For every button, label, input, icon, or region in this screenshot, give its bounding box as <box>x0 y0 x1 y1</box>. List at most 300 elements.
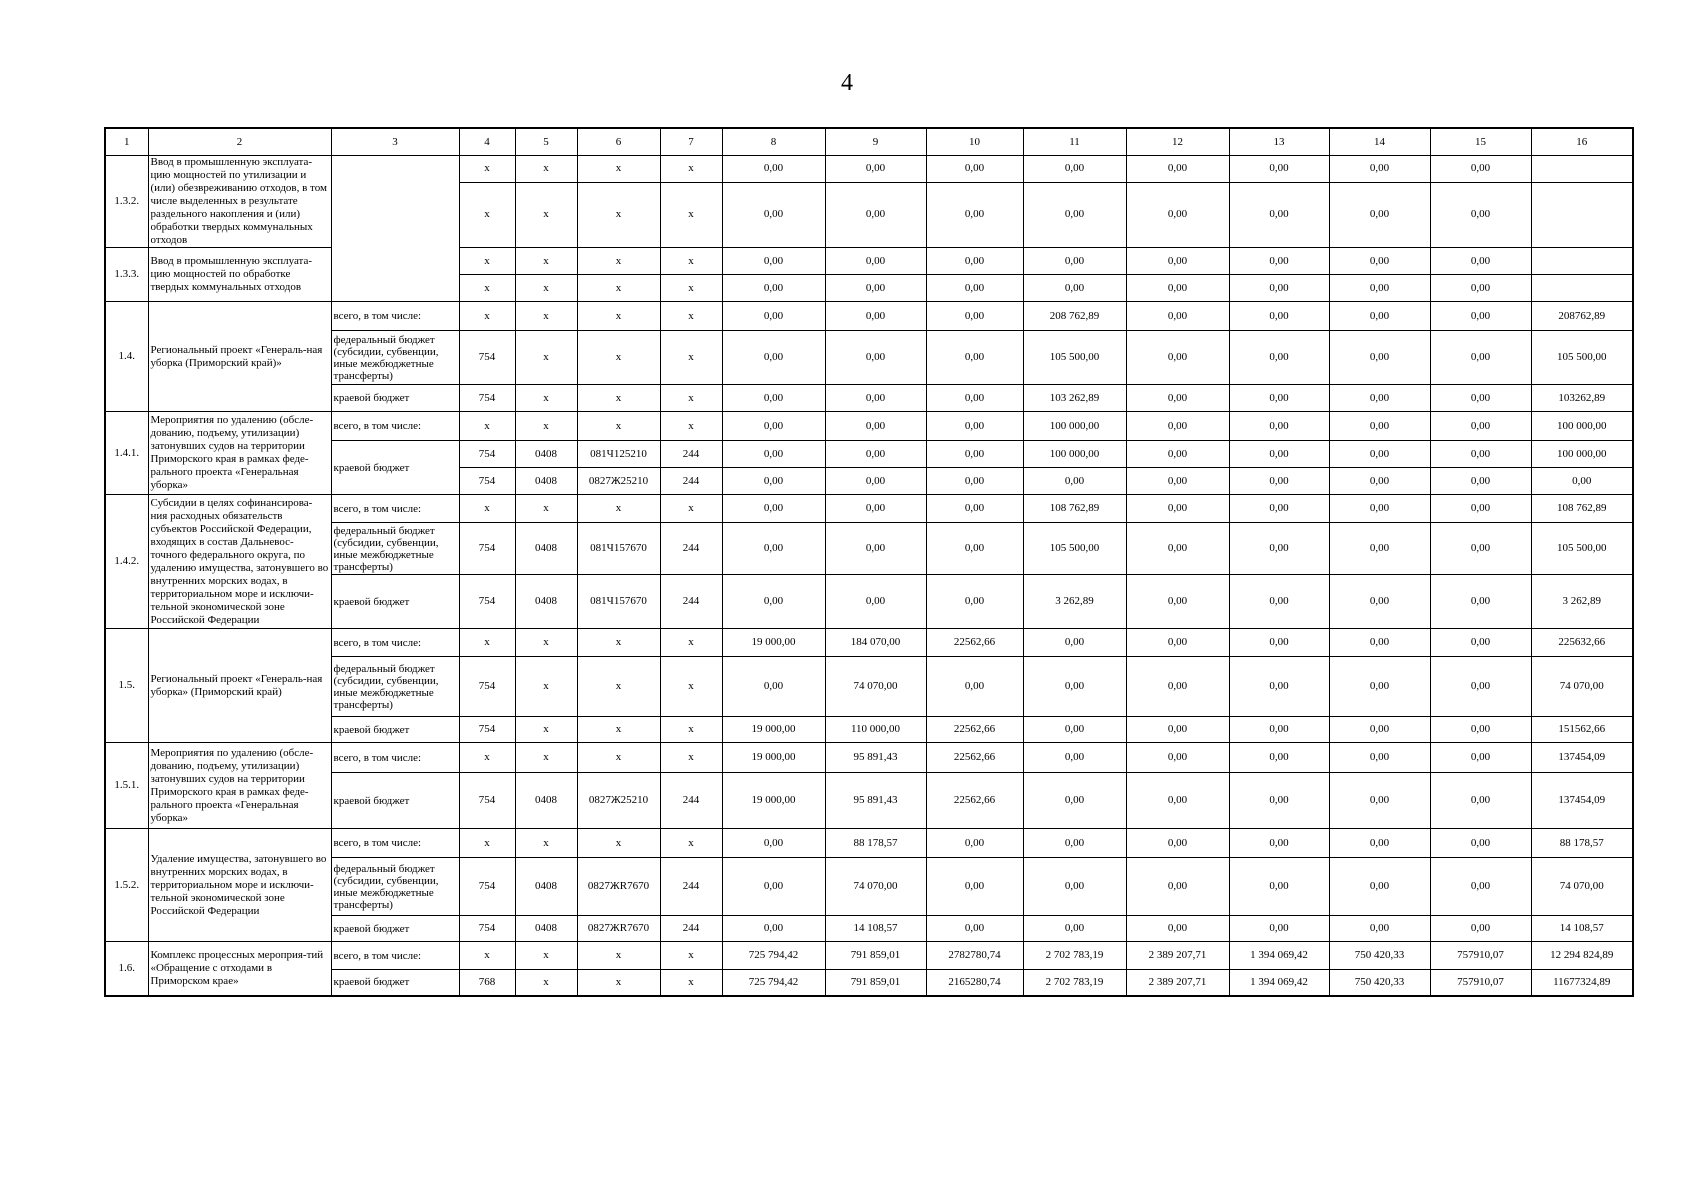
table-cell: 0,00 <box>722 275 825 302</box>
table-cell: 754 <box>459 773 515 829</box>
table-cell: x <box>577 156 660 183</box>
table-cell: 0,00 <box>1229 717 1329 743</box>
table-cell: 757910,07 <box>1430 970 1531 996</box>
table-cell: 0827Ж25210 <box>577 468 660 495</box>
funding-source: всего, в том числе: <box>331 942 459 970</box>
table-cell: 137454,09 <box>1531 773 1633 829</box>
table-cell: 0,00 <box>825 248 926 275</box>
table-row <box>105 575 1633 629</box>
page-number: 4 <box>841 70 853 96</box>
table-cell: 11677324,89 <box>1531 970 1633 996</box>
table-cell: 0,00 <box>1229 275 1329 302</box>
table-cell: x <box>577 495 660 523</box>
table-cell: 0,00 <box>1329 858 1430 916</box>
table-cell: 0,00 <box>825 468 926 495</box>
table-cell: 0,00 <box>926 385 1023 412</box>
table-cell: 0,00 <box>1229 575 1329 629</box>
table-cell: 0,00 <box>722 385 825 412</box>
table-cell: x <box>660 657 722 717</box>
table-cell: x <box>515 248 577 275</box>
row-name: Региональный проект «Генераль-ная уборка (Приморский край)» <box>148 302 331 412</box>
table-cell: 0,00 <box>1430 468 1531 495</box>
table-cell: 0,00 <box>722 248 825 275</box>
table-cell: 0,00 <box>1229 743 1329 773</box>
table-cell: 0,00 <box>1023 248 1126 275</box>
table-cell: 0,00 <box>1229 523 1329 575</box>
table-cell: x <box>660 942 722 970</box>
table-cell: x <box>459 743 515 773</box>
table-cell: 0,00 <box>1229 858 1329 916</box>
table-cell: 0,00 <box>1329 412 1430 441</box>
table-cell: 0,00 <box>926 156 1023 183</box>
table-row <box>105 916 1633 942</box>
table-cell: 208 762,89 <box>1023 302 1126 331</box>
table-cell: 100 000,00 <box>1023 412 1126 441</box>
table-cell: 0,00 <box>722 858 825 916</box>
table-cell: 754 <box>459 717 515 743</box>
funding-source: краевой бюджет <box>331 575 459 629</box>
table-cell: 0,00 <box>1430 629 1531 657</box>
table-cell: x <box>577 829 660 858</box>
table-cell: 0,00 <box>1229 412 1329 441</box>
table-cell: 0,00 <box>825 575 926 629</box>
table-row <box>105 629 1633 657</box>
funding-source: федеральный бюджет (субсидии, субвенции, иные межбюджетные трансферты) <box>331 523 459 575</box>
table-cell: x <box>577 657 660 717</box>
table-cell: 0,00 <box>1126 743 1229 773</box>
table-cell: 0,00 <box>722 441 825 468</box>
table-cell: 208762,89 <box>1531 302 1633 331</box>
table-cell: 14 108,57 <box>1531 916 1633 942</box>
table-cell: 0,00 <box>1023 657 1126 717</box>
table-cell: 0,00 <box>1023 156 1126 183</box>
row-code: 1.5.1. <box>105 743 148 829</box>
table-row <box>105 717 1633 743</box>
table-cell: 225632,66 <box>1531 629 1633 657</box>
table-cell: 74 070,00 <box>1531 657 1633 717</box>
table-cell: x <box>515 331 577 385</box>
table-cell: x <box>577 717 660 743</box>
table-cell: x <box>515 657 577 717</box>
table-cell: 0,00 <box>1126 412 1229 441</box>
table-cell: 0827Ж25210 <box>577 773 660 829</box>
table-cell: x <box>459 302 515 331</box>
table-cell: x <box>515 970 577 996</box>
table-cell: 22562,66 <box>926 743 1023 773</box>
table-cell: x <box>515 829 577 858</box>
table-cell: 0,00 <box>1229 156 1329 183</box>
table-row <box>105 302 1633 331</box>
table-cell: 0408 <box>515 916 577 942</box>
funding-source: краевой бюджет <box>331 717 459 743</box>
table-row <box>105 385 1633 412</box>
table-cell: x <box>577 385 660 412</box>
table-cell: 105 500,00 <box>1531 331 1633 385</box>
table-cell: 0,00 <box>825 412 926 441</box>
table-cell: x <box>660 743 722 773</box>
table-cell: 14 108,57 <box>825 916 926 942</box>
table-cell: 0,00 <box>1229 495 1329 523</box>
table-cell <box>1531 156 1633 183</box>
row-code: 1.3.3. <box>105 248 148 302</box>
header-cell: 7 <box>660 128 722 156</box>
table-cell: 754 <box>459 575 515 629</box>
table-cell: 0,00 <box>1229 441 1329 468</box>
table-cell: 0,00 <box>1229 331 1329 385</box>
table-cell: x <box>577 629 660 657</box>
table-cell: 754 <box>459 523 515 575</box>
funding-source: краевой бюджет <box>331 385 459 412</box>
table-cell: 244 <box>660 468 722 495</box>
table-row <box>105 441 1633 468</box>
table-cell: 0,00 <box>1329 385 1430 412</box>
table-cell: 754 <box>459 385 515 412</box>
table-cell: 0,00 <box>722 829 825 858</box>
table-cell: x <box>660 717 722 743</box>
table-cell: x <box>660 829 722 858</box>
header-cell: 12 <box>1126 128 1229 156</box>
table-cell: 0,00 <box>722 916 825 942</box>
table-cell: 0,00 <box>1329 331 1430 385</box>
table-cell: 0,00 <box>1126 916 1229 942</box>
table-cell: 0,00 <box>1329 156 1430 183</box>
table-row <box>105 858 1633 916</box>
table-cell: 0,00 <box>1329 468 1430 495</box>
table-cell: 2 702 783,19 <box>1023 942 1126 970</box>
table-cell: 0,00 <box>1329 523 1430 575</box>
table-cell: x <box>660 412 722 441</box>
table-cell: 151562,66 <box>1531 717 1633 743</box>
table-cell: 244 <box>660 575 722 629</box>
table-cell: 103 262,89 <box>1023 385 1126 412</box>
table-cell: 0,00 <box>1023 829 1126 858</box>
table-cell: 88 178,57 <box>825 829 926 858</box>
table-cell: 081Ч125210 <box>577 441 660 468</box>
table-cell: 0,00 <box>926 331 1023 385</box>
header-cell: 2 <box>148 128 331 156</box>
table-cell: 0,00 <box>1430 441 1531 468</box>
table-cell: x <box>577 743 660 773</box>
row-code: 1.4.2. <box>105 495 148 629</box>
table-cell: 791 859,01 <box>825 970 926 996</box>
table-cell: 0,00 <box>1229 829 1329 858</box>
table-cell: 0,00 <box>1430 302 1531 331</box>
table-row <box>105 657 1633 717</box>
table-cell: x <box>577 182 660 247</box>
table-cell <box>1531 275 1633 302</box>
table-cell: 0,00 <box>926 468 1023 495</box>
table-cell: 19 000,00 <box>722 629 825 657</box>
header-cell: 13 <box>1229 128 1329 156</box>
table-cell: x <box>459 942 515 970</box>
table-cell: 105 500,00 <box>1023 523 1126 575</box>
table-cell: 768 <box>459 970 515 996</box>
header-cell: 4 <box>459 128 515 156</box>
table-cell: 0,00 <box>722 468 825 495</box>
table-cell: x <box>515 302 577 331</box>
table-row <box>105 942 1633 970</box>
table-cell: 0,00 <box>1023 275 1126 302</box>
table-cell: x <box>515 743 577 773</box>
table-cell: 0,00 <box>926 657 1023 717</box>
table-cell: 244 <box>660 916 722 942</box>
table-cell: x <box>459 156 515 183</box>
table-cell: 754 <box>459 657 515 717</box>
funding-source: краевой бюджет <box>331 970 459 996</box>
funding-source: всего, в том числе: <box>331 495 459 523</box>
table-cell: 0,00 <box>825 495 926 523</box>
table-cell: 2165280,74 <box>926 970 1023 996</box>
table-cell: 0827ЖR7670 <box>577 858 660 916</box>
table-cell: 103262,89 <box>1531 385 1633 412</box>
table-body <box>105 128 1633 996</box>
table-cell: 0,00 <box>926 302 1023 331</box>
table-cell: 0,00 <box>825 182 926 247</box>
table-cell: 0,00 <box>926 829 1023 858</box>
table-row <box>105 412 1633 441</box>
table-cell: 081Ч157670 <box>577 523 660 575</box>
table-cell: 22562,66 <box>926 773 1023 829</box>
table-cell: 105 500,00 <box>1023 331 1126 385</box>
table-cell: 0,00 <box>722 523 825 575</box>
table-row <box>105 523 1633 575</box>
table-cell: x <box>515 385 577 412</box>
header-cell: 14 <box>1329 128 1430 156</box>
table-cell: 0,00 <box>1430 275 1531 302</box>
table-cell: 0,00 <box>1126 858 1229 916</box>
table-cell: 0,00 <box>825 275 926 302</box>
table-cell: 0,00 <box>1126 331 1229 385</box>
table-cell: 0,00 <box>1329 495 1430 523</box>
row-code: 1.4.1. <box>105 412 148 495</box>
table-cell: 0,00 <box>825 331 926 385</box>
table-cell: 95 891,43 <box>825 743 926 773</box>
table-cell: 0,00 <box>926 858 1023 916</box>
header-cell: 10 <box>926 128 1023 156</box>
table-cell: 0,00 <box>825 156 926 183</box>
table-cell: 0,00 <box>1126 468 1229 495</box>
table-cell: 0,00 <box>926 916 1023 942</box>
table-cell: 0,00 <box>1329 629 1430 657</box>
table-cell: x <box>577 412 660 441</box>
table-cell: x <box>515 629 577 657</box>
row-name: Комплекс процессных мероприя-тий «Обращение с отходами в Приморском крае» <box>148 942 331 996</box>
table-cell: 3 262,89 <box>1531 575 1633 629</box>
table-cell: 0,00 <box>722 182 825 247</box>
table-cell: x <box>515 182 577 247</box>
table-cell: 0,00 <box>1329 743 1430 773</box>
table-cell: 750 420,33 <box>1329 942 1430 970</box>
table-cell: 725 794,42 <box>722 942 825 970</box>
funding-source: федеральный бюджет (субсидии, субвенции, иные межбюджетные трансферты) <box>331 657 459 717</box>
table-cell: 0408 <box>515 773 577 829</box>
header-cell: 16 <box>1531 128 1633 156</box>
table-cell: 0,00 <box>722 495 825 523</box>
table-cell: 3 262,89 <box>1023 575 1126 629</box>
row-name: Удаление имущества, затонувшего во внутренних морских водах, в территориальном море и исключи-тельной экономической зоне Российской Федерации <box>148 829 331 942</box>
table-cell: x <box>459 829 515 858</box>
funding-source: всего, в том числе: <box>331 629 459 657</box>
table-cell: 19 000,00 <box>722 743 825 773</box>
table-cell: 74 070,00 <box>1531 858 1633 916</box>
table-cell: x <box>660 275 722 302</box>
table-row <box>105 773 1633 829</box>
table-cell: 0,00 <box>1430 523 1531 575</box>
table-cell: 0,00 <box>825 385 926 412</box>
table-cell: 100 000,00 <box>1023 441 1126 468</box>
table-cell <box>1531 248 1633 275</box>
table-cell: 0,00 <box>1430 495 1531 523</box>
row-code: 1.6. <box>105 942 148 996</box>
table-cell: x <box>577 331 660 385</box>
table-cell: 0,00 <box>1329 302 1430 331</box>
table-cell: 0,00 <box>926 182 1023 247</box>
table-cell: 0,00 <box>926 495 1023 523</box>
table-cell: 0,00 <box>1430 717 1531 743</box>
table-cell: 0,00 <box>1229 182 1329 247</box>
table-cell: 2782780,74 <box>926 942 1023 970</box>
table-cell: 0,00 <box>1126 302 1229 331</box>
table-cell: x <box>660 182 722 247</box>
table-cell: 0,00 <box>1126 385 1229 412</box>
table-cell: 0,00 <box>1430 331 1531 385</box>
table-cell: 74 070,00 <box>825 858 926 916</box>
table-cell: 757910,07 <box>1430 942 1531 970</box>
table-cell: 137454,09 <box>1531 743 1633 773</box>
table-cell: 0,00 <box>1430 773 1531 829</box>
table-cell: 105 500,00 <box>1531 523 1633 575</box>
table-cell: x <box>459 412 515 441</box>
table-cell: 0,00 <box>1229 916 1329 942</box>
table-cell: 0,00 <box>1126 575 1229 629</box>
table-cell: 244 <box>660 773 722 829</box>
table-cell: 2 389 207,71 <box>1126 970 1229 996</box>
table-row <box>105 495 1633 523</box>
table-cell: 0,00 <box>1023 916 1126 942</box>
table-cell: 2 389 207,71 <box>1126 942 1229 970</box>
table-cell: 754 <box>459 916 515 942</box>
table-header-row <box>105 128 1633 156</box>
table-cell: 0408 <box>515 441 577 468</box>
table-cell: 0,00 <box>722 412 825 441</box>
table-cell: 0,00 <box>1126 495 1229 523</box>
table-cell: x <box>577 275 660 302</box>
table-cell: 0,00 <box>1329 182 1430 247</box>
table-cell: 725 794,42 <box>722 970 825 996</box>
row-name: Ввод в промышленную эксплуата-цию мощностей по обработке твердых коммунальных отходов <box>148 248 331 302</box>
table-cell: 100 000,00 <box>1531 441 1633 468</box>
table-cell: 754 <box>459 468 515 495</box>
table-cell: 0,00 <box>1023 182 1126 247</box>
table-cell: 0,00 <box>1329 916 1430 942</box>
table-cell: 0,00 <box>1430 182 1531 247</box>
table-cell: 0408 <box>515 523 577 575</box>
table-cell: x <box>459 629 515 657</box>
table-cell: x <box>515 275 577 302</box>
table-row <box>105 331 1633 385</box>
table-cell: 0,00 <box>1126 523 1229 575</box>
table-cell: 754 <box>459 858 515 916</box>
table-cell: 108 762,89 <box>1023 495 1126 523</box>
table-cell: x <box>660 331 722 385</box>
row-name: Мероприятия по удалению (обсле-дованию, подъему, утилизации) затонувших судов на территории Приморского края в рамках феде-рального проекта «Генеральная уборка» <box>148 743 331 829</box>
table-cell: 0,00 <box>926 575 1023 629</box>
table-cell: 0,00 <box>1023 629 1126 657</box>
table-row <box>105 970 1633 996</box>
table-cell: 0,00 <box>1126 441 1229 468</box>
header-cell: 5 <box>515 128 577 156</box>
table-cell: x <box>515 156 577 183</box>
table-cell: 0,00 <box>1430 575 1531 629</box>
header-cell: 1 <box>105 128 148 156</box>
table-cell: x <box>577 248 660 275</box>
table-cell: 0,00 <box>825 523 926 575</box>
table-cell: 0,00 <box>1430 156 1531 183</box>
table-cell: 0408 <box>515 468 577 495</box>
table-cell: 0,00 <box>1329 275 1430 302</box>
table-cell: 0408 <box>515 575 577 629</box>
table-cell: x <box>515 495 577 523</box>
table-cell: 0,00 <box>1430 657 1531 717</box>
row-name: Субсидии в целях софинансирова-ния расходных обязательств субъектов Российской Федерации, входящих в состав Дальневос-точного федерального округа, по удалению имущества, затонувшего во внутренних морских водах, в территориальном море и исключи-тельной экономической зоне Российской Федерации <box>148 495 331 629</box>
table-cell: 0,00 <box>722 302 825 331</box>
table-cell: 0,00 <box>1229 248 1329 275</box>
table-cell: 12 294 824,89 <box>1531 942 1633 970</box>
table-cell: 0,00 <box>1329 829 1430 858</box>
row-name: Мероприятия по удалению (обсле-дованию, подъему, утилизации) затонувших судов на территории Приморского края в рамках феде-рального проекта «Генеральная уборка» <box>148 412 331 495</box>
table-cell: x <box>577 970 660 996</box>
table-cell: x <box>459 248 515 275</box>
table-cell: 0,00 <box>926 248 1023 275</box>
table-cell: 0,00 <box>722 156 825 183</box>
header-cell: 11 <box>1023 128 1126 156</box>
table-cell: 791 859,01 <box>825 942 926 970</box>
table-cell: 0,00 <box>1023 773 1126 829</box>
table-cell: 110 000,00 <box>825 717 926 743</box>
table-cell: 0,00 <box>1329 717 1430 743</box>
table-cell: x <box>515 942 577 970</box>
funding-source: краевой бюджет <box>331 441 459 495</box>
table-cell: 754 <box>459 441 515 468</box>
table-cell: 1 394 069,42 <box>1229 942 1329 970</box>
table-cell: x <box>459 182 515 247</box>
table-cell: 0,00 <box>1126 829 1229 858</box>
funding-source: всего, в том числе: <box>331 302 459 331</box>
budget-table <box>104 127 1634 997</box>
table-cell: 244 <box>660 858 722 916</box>
table-cell: 19 000,00 <box>722 773 825 829</box>
header-cell: 9 <box>825 128 926 156</box>
table-cell: 0,00 <box>722 331 825 385</box>
table-cell: 2 702 783,19 <box>1023 970 1126 996</box>
table-cell: 1 394 069,42 <box>1229 970 1329 996</box>
table-cell: x <box>660 970 722 996</box>
table-cell: 0,00 <box>722 657 825 717</box>
row-name: Региональный проект «Генераль-ная уборка» (Приморский край) <box>148 629 331 743</box>
table-cell: 0,00 <box>1023 743 1126 773</box>
table-row <box>105 743 1633 773</box>
table-cell: 750 420,33 <box>1329 970 1430 996</box>
table-cell: 0,00 <box>1229 302 1329 331</box>
table-cell: 754 <box>459 331 515 385</box>
table-cell: 0,00 <box>1126 182 1229 247</box>
table-cell: 19 000,00 <box>722 717 825 743</box>
funding-source: федеральный бюджет (субсидии, субвенции, иные межбюджетные трансферты) <box>331 331 459 385</box>
row-code: 1.5. <box>105 629 148 743</box>
row-name: Ввод в промышленную эксплуата-цию мощностей по утилизации и (или) обезвреживанию отходов, в том числе выделенных в результате раздельного накопления и (или) обработки твердых коммунальных отходов <box>148 156 331 248</box>
header-cell: 15 <box>1430 128 1531 156</box>
table-cell: 22562,66 <box>926 717 1023 743</box>
